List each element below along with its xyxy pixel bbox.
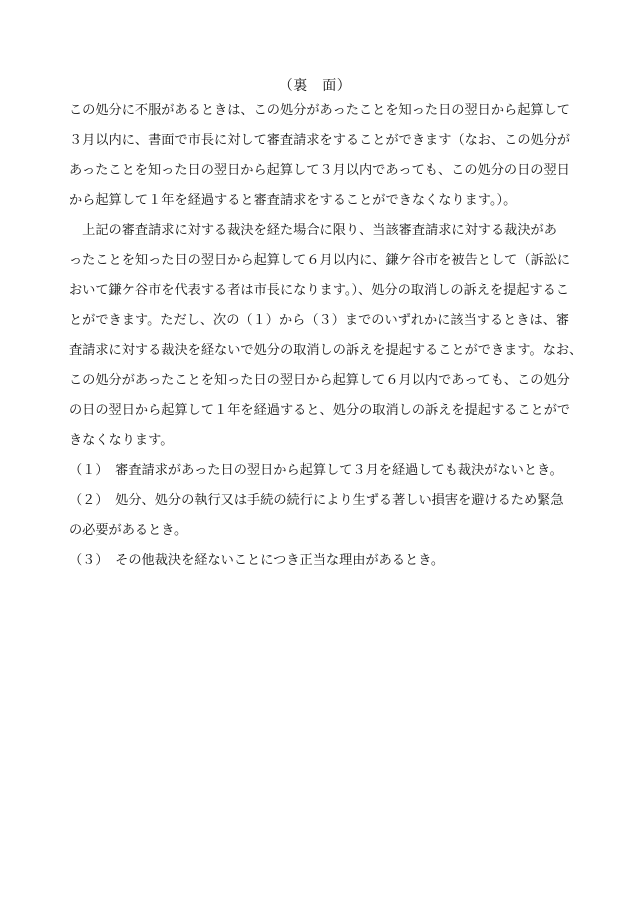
list-item-3: （３） その他裁決を経ないことにつき正当な理由があるとき。 xyxy=(69,553,445,568)
paragraph-2-line: 査請求に対する裁決を経ないで処分の取消しの訴えを提起することができます。なお、 xyxy=(69,343,583,358)
paragraph-2-line: この処分があったことを知った日の翌日から起算して６月以内であっても、この処分 xyxy=(69,373,570,388)
paragraph-1-line: あったことを知った日の翌日から起算して３月以内であっても、この処分の日の翌日 xyxy=(69,163,570,178)
paragraph-2-line: とができます。ただし、次の（１）から（３）までのいずれかに該当するときは、審 xyxy=(69,313,570,328)
page-heading: （裏 面） xyxy=(278,78,352,94)
paragraph-2-line: きなくなります。 xyxy=(69,433,174,448)
list-item-2: （２） 処分、処分の執行又は手続の続行により生ずる著しい損害を避けるため緊急 xyxy=(69,493,564,508)
list-item-1: （１） 審査請求があった日の翌日から起算して３月を経過しても裁決がないとき。 xyxy=(69,463,563,478)
paragraph-1-line: ３月以内に、書面で市長に対して審査請求をすることができます（なお、この処分が xyxy=(69,133,571,148)
paragraph-2-line: ったことを知った日の翌日から起算して６月以内に、鎌ケ谷市を被告として（訴訟に xyxy=(69,253,571,268)
paragraph-2-line: おいて鎌ケ谷市を代表する者は市長になります。）、処分の取消しの訴えを提起するこ xyxy=(69,283,570,298)
paragraph-2-line: 上記の審査請求に対する裁決を経た場合に限り、当該審査請求に対する裁決があ xyxy=(69,223,557,238)
paragraph-2-line: の日の翌日から起算して１年を経過すると、処分の取消しの訴えを提起することがで xyxy=(69,403,571,418)
paragraph-1-line: から起算して１年を経過すると審査請求をすることができなくなります。）。 xyxy=(69,193,517,208)
list-item-2-continuation: の必要があるとき。 xyxy=(69,523,188,538)
paragraph-1-line: この処分に不服があるときは、この処分があったことを知った日の翌日から起算して xyxy=(69,103,570,118)
